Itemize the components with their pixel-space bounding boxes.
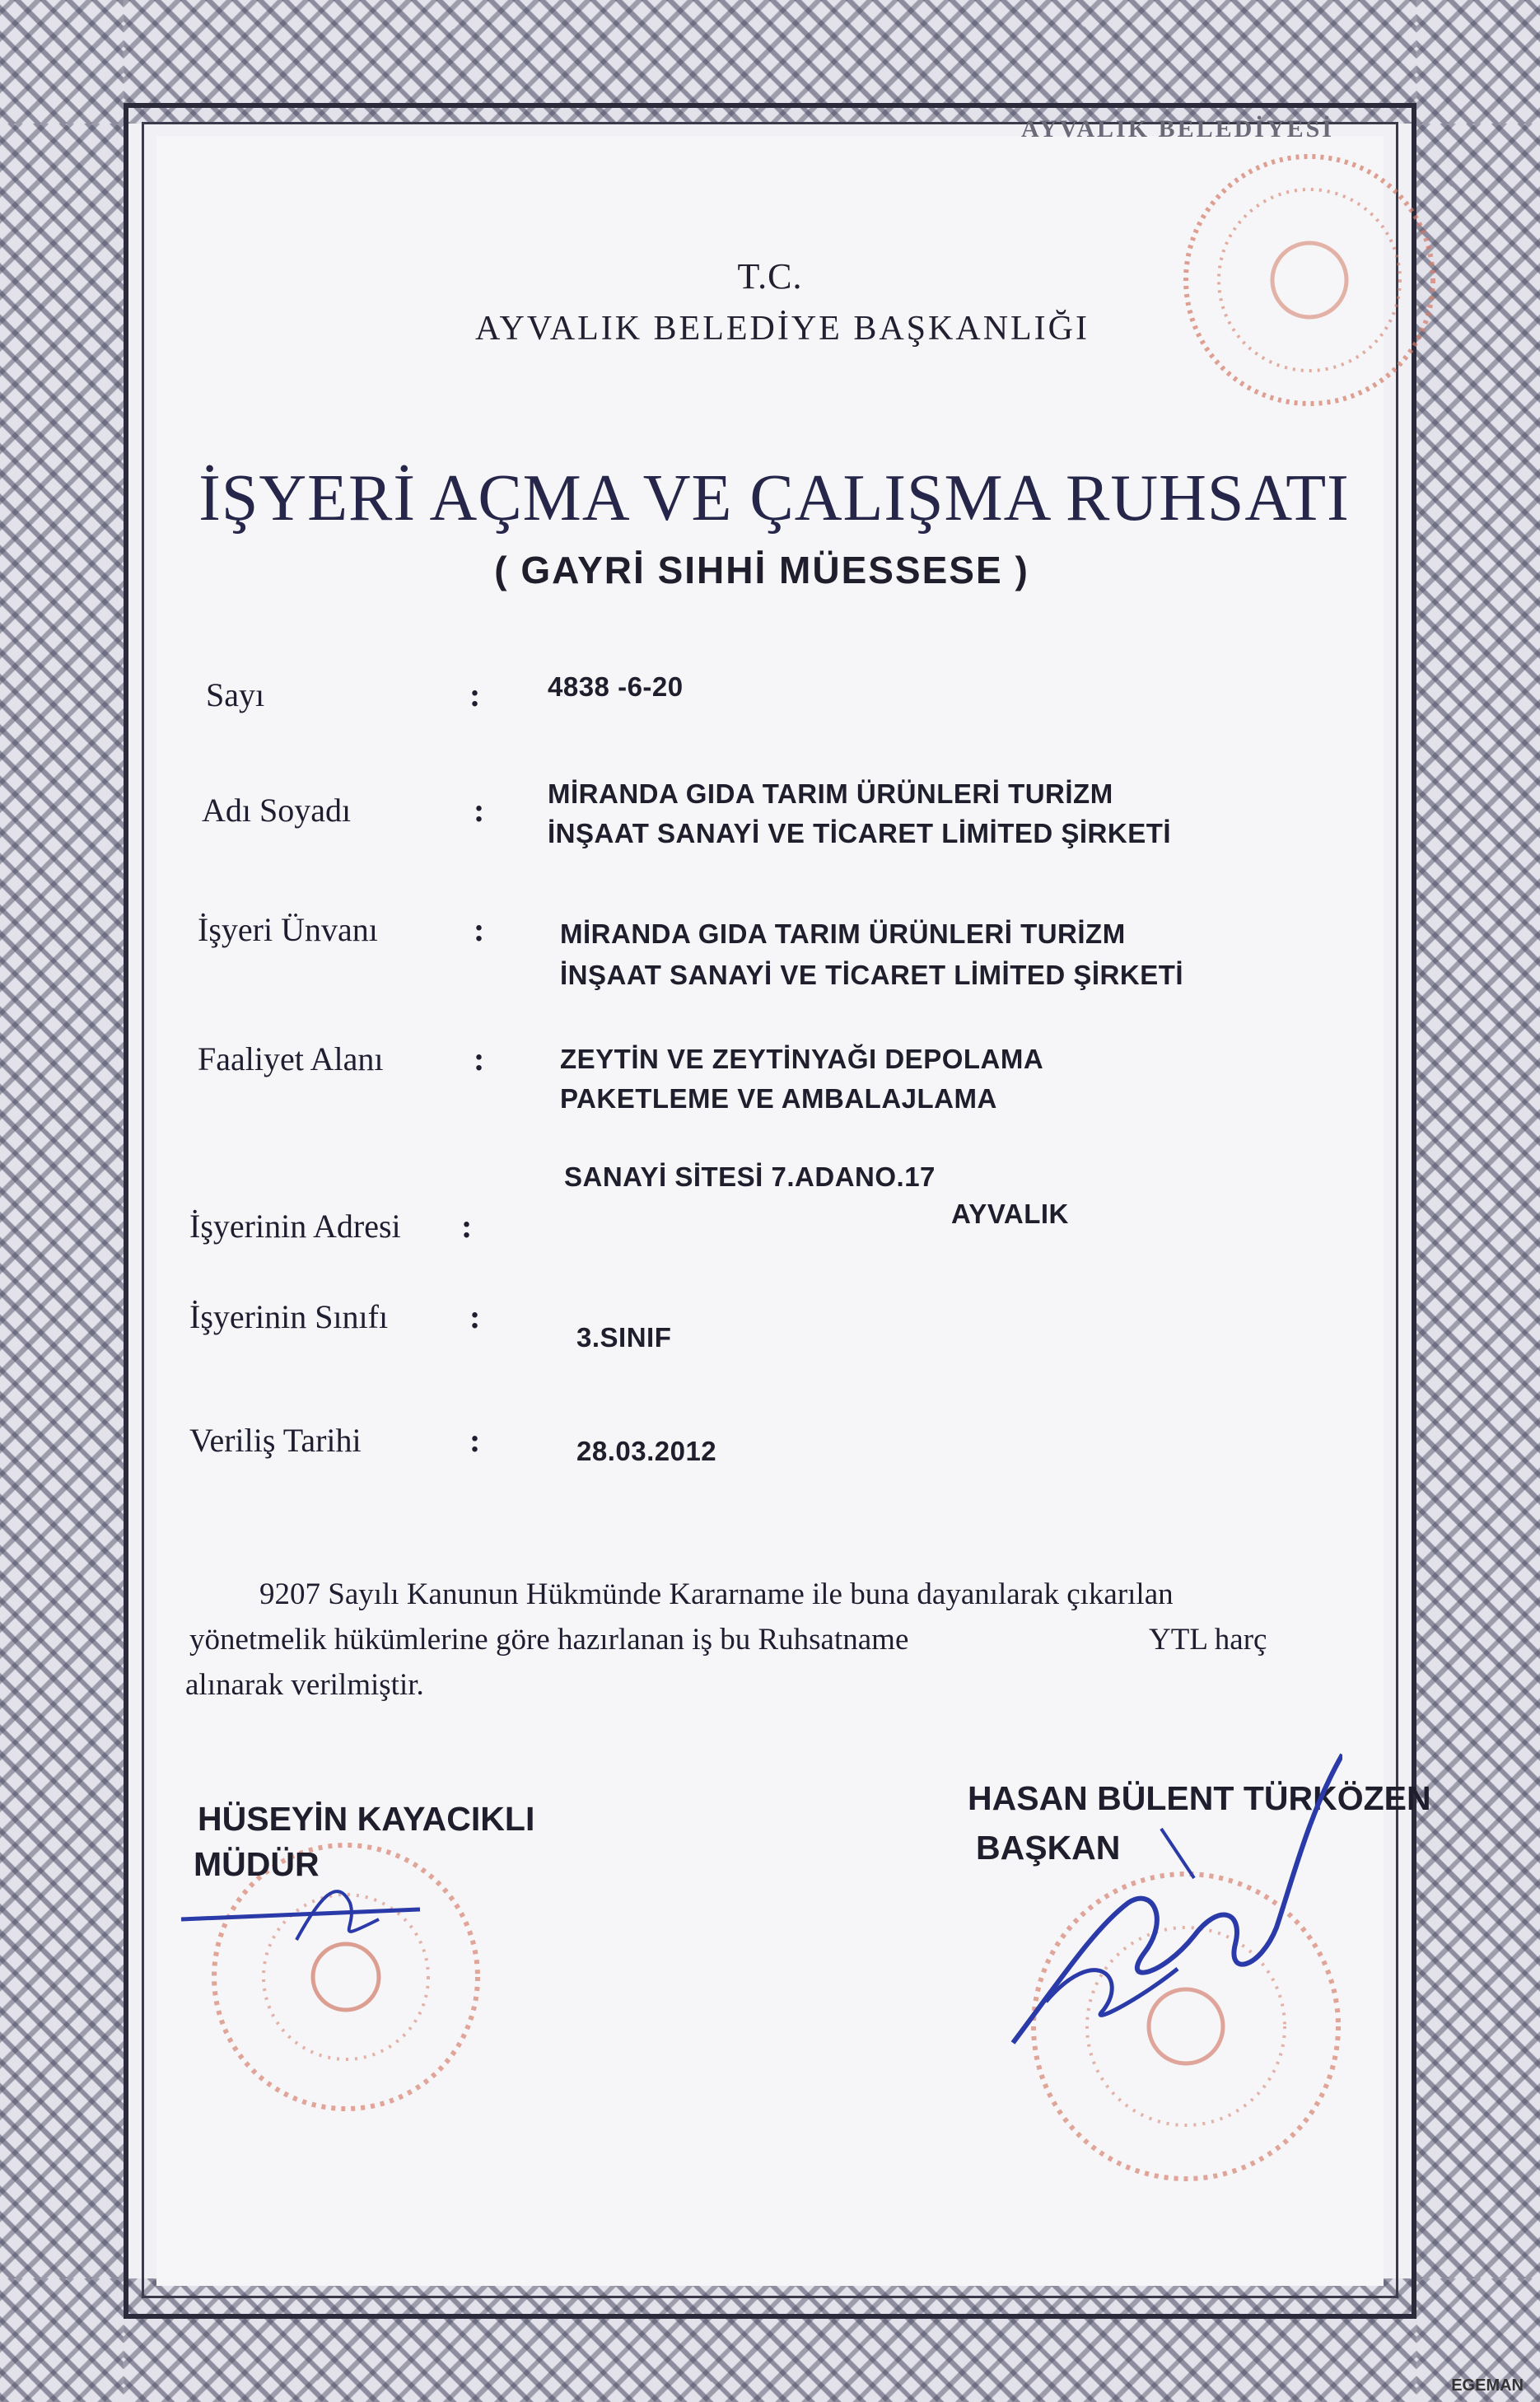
document-title: İŞYERİ AÇMA VE ÇALIŞMA RUHSATI — [198, 462, 1350, 535]
left-signatory-name: HÜSEYİN KAYACIKLI — [198, 1800, 535, 1838]
body-line-2-fee: YTL harç — [1149, 1623, 1267, 1657]
field-colon: : — [474, 1040, 485, 1077]
field-colon: : — [474, 792, 485, 829]
field-label-adi-soyadi: Adı Soyadı — [202, 792, 352, 829]
country-header: T.C. — [737, 256, 803, 297]
right-signature — [996, 1730, 1342, 2059]
field-value-adi-soyadi-2: İNŞAAT SANAYİ VE TİCARET LİMİTED ŞİRKETİ — [548, 818, 1172, 848]
body-line-3: alınarak verilmiştir. — [185, 1668, 424, 1702]
field-label-sayi: Sayı — [206, 676, 265, 713]
right-signatory-title: BAŞKAN — [976, 1829, 1121, 1867]
field-value-sayi: 4838 -6-20 — [548, 671, 684, 702]
field-value-isyeri-unvani-1: MİRANDA GIDA TARIM ÜRÜNLERİ TURİZM — [560, 918, 1126, 949]
field-value-isyeri-unvani-2: İNŞAAT SANAYİ VE TİCARET LİMİTED ŞİRKETİ — [560, 960, 1184, 990]
office-header: AYVALIK BELEDİYE BAŞKANLIĞI — [475, 310, 1090, 348]
right-signatory-name: HASAN BÜLENT TÜRKÖZEN — [968, 1779, 1431, 1817]
field-label-verilis-tarihi: Veriliş Tarihi — [189, 1422, 362, 1459]
left-signature — [173, 1862, 469, 1960]
field-colon: : — [469, 676, 481, 713]
field-value-faaliyet-alani-1: ZEYTİN VE ZEYTİNYAĞI DEPOLAMA — [560, 1044, 1044, 1074]
field-label-isyeri-unvani: İşyeri Ünvanı — [198, 911, 378, 948]
field-value-adi-soyadi-1: MİRANDA GIDA TARIM ÜRÜNLERİ TURİZM — [548, 778, 1113, 809]
corner-mark: EGEMAN — [1451, 2376, 1524, 2395]
field-label-isyerinin-sinifi: İşyerinin Sınıfı — [189, 1298, 389, 1335]
left-signatory-title: MÜDÜR — [194, 1845, 320, 1883]
field-label-isyerinin-adresi: İşyerinin Adresi — [189, 1208, 401, 1245]
body-line-1: 9207 Sayılı Kanunun Hükmünde Kararname ile buna dayanılarak çıkarılan — [259, 1577, 1174, 1611]
field-colon: : — [461, 1208, 473, 1245]
body-line-2: yönetmelik hükümlerine göre hazırlanan iş bu Ruhsatname — [189, 1623, 909, 1657]
stamp-text: AYVALIK BELEDİYESİ — [1021, 115, 1334, 143]
field-value-verilis-tarihi: 28.03.2012 — [576, 1436, 717, 1466]
field-value-isyerinin-adresi-1: SANAYİ SİTESİ 7.ADANO.17 — [564, 1161, 936, 1192]
field-value-isyerinin-sinifi: 3.SINIF — [576, 1322, 672, 1353]
field-colon: : — [469, 1298, 481, 1335]
field-label-faaliyet-alani: Faaliyet Alanı — [198, 1040, 384, 1077]
field-colon: : — [469, 1422, 481, 1459]
field-value-faaliyet-alani-2: PAKETLEME VE AMBALAJLAMA — [560, 1083, 997, 1114]
document-subtitle: ( GAYRİ SIHHİ MÜESSESE ) — [494, 549, 1029, 591]
field-value-isyerinin-adresi-2: AYVALIK — [951, 1199, 1069, 1229]
field-colon: : — [474, 911, 485, 948]
